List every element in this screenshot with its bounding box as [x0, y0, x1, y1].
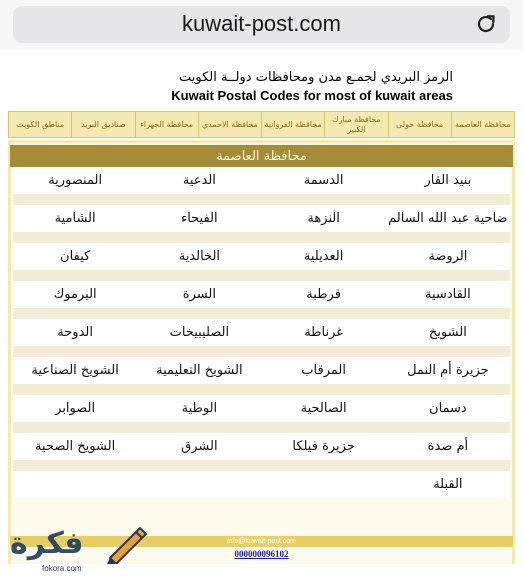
row-divider	[13, 422, 510, 433]
watermark-domain: fokora.com	[42, 564, 82, 573]
area-link[interactable]: بنيد القار	[424, 173, 472, 188]
area-link[interactable]: الدوحة	[57, 325, 93, 340]
area-link[interactable]: السرة	[182, 287, 216, 302]
row-divider	[13, 232, 510, 243]
area-link[interactable]: الصوابر	[55, 401, 96, 416]
area-link[interactable]: اليرموك	[53, 287, 97, 302]
address-bar[interactable]	[13, 6, 510, 43]
area-link[interactable]: الشويخ الصحية	[35, 439, 116, 454]
area-link[interactable]: دسمان	[429, 401, 467, 416]
region-title: محافظة العاصمة	[10, 145, 513, 167]
row-divider	[13, 270, 510, 281]
area-link[interactable]: كيفان	[60, 249, 91, 264]
area-link[interactable]: جزيرة أم النمل	[407, 363, 489, 378]
row-divider	[13, 346, 510, 357]
nav-item-jahra[interactable]: محافظة الجهراء	[135, 112, 198, 137]
nav-item-farwaniya[interactable]: محافظة الفروانية	[261, 112, 324, 137]
area-link[interactable]: غرناطة	[304, 325, 344, 340]
browser-toolbar	[0, 0, 523, 50]
table-row	[13, 357, 510, 384]
page-title-english: Kuwait Postal Codes for most of kuwait areas	[171, 88, 453, 103]
table-row	[13, 281, 510, 308]
area-link[interactable]: النزهة	[307, 211, 340, 226]
area-link[interactable]: الصليبيخات	[169, 325, 230, 340]
footer-phone-link[interactable]: 000000096102	[234, 549, 289, 559]
table-row	[13, 319, 510, 346]
area-link[interactable]: الشويخ	[428, 325, 467, 340]
row-divider	[13, 308, 510, 319]
url-text: kuwait-post.com	[182, 11, 341, 36]
area-link[interactable]: الشويخ التعليمية	[156, 363, 243, 378]
area-link[interactable]: الشامية	[54, 211, 96, 226]
area-link[interactable]: الوطية	[181, 401, 218, 416]
area-link[interactable]: المنصورية	[48, 173, 103, 188]
reload-icon[interactable]	[474, 12, 498, 36]
area-link[interactable]: الصالحية	[300, 401, 347, 416]
area-link[interactable]: ضاحية عبد الله السالم	[388, 211, 508, 226]
nav-item-mubarak-alkabeer[interactable]: محافظة مبارك الكبير	[324, 112, 387, 137]
area-link[interactable]: الفيحاء	[181, 211, 218, 226]
pencil-icon	[104, 522, 150, 564]
table-row	[13, 243, 510, 270]
page-title-arabic: الرمز البريدي لجمـع مدن ومحافظات دولــة الكويت	[178, 70, 453, 85]
area-link[interactable]: الشرق	[181, 439, 218, 454]
table-row	[13, 395, 510, 422]
area-link[interactable]: الشويخ الصناعية	[31, 363, 119, 378]
footer-email[interactable]: info@kuwait-post.com	[227, 538, 296, 545]
area-link[interactable]: قرطبة	[306, 287, 341, 302]
area-link[interactable]: القادسية	[425, 287, 471, 302]
area-link[interactable]: الخالدية	[178, 249, 221, 264]
areas-table	[13, 167, 510, 498]
watermark-logo	[6, 520, 156, 580]
nav-item-kuwait-areas[interactable]: مناطق الكويت	[16, 119, 65, 129]
nav-item-po-boxes[interactable]: صناديق البريد	[71, 112, 134, 137]
row-divider	[13, 194, 510, 205]
area-link[interactable]: الدعية	[182, 173, 216, 188]
nav-item-capital[interactable]: محافظة العاصمة	[451, 112, 514, 137]
table-row	[13, 205, 510, 232]
table-row	[13, 471, 510, 498]
governorate-nav	[8, 111, 515, 138]
area-link[interactable]: المرقاب	[301, 363, 346, 378]
row-divider	[13, 384, 510, 395]
area-link[interactable]: أم صدة	[427, 439, 469, 454]
table-row	[13, 433, 510, 460]
area-link[interactable]: جزيرة فيلكا	[292, 439, 355, 454]
area-link[interactable]: الدسمة	[303, 173, 344, 188]
table-row	[13, 167, 510, 194]
nav-item-ahmadi[interactable]: محافظة الاحمدي	[198, 112, 261, 137]
area-link[interactable]: القبلة	[433, 477, 463, 492]
area-link[interactable]: الروضة	[428, 249, 468, 264]
area-link[interactable]: العديلية	[303, 249, 344, 264]
row-divider	[13, 460, 510, 471]
watermark-text: فكرة	[10, 526, 84, 561]
nav-item-hawalli[interactable]: محافظة حولى	[388, 112, 451, 137]
